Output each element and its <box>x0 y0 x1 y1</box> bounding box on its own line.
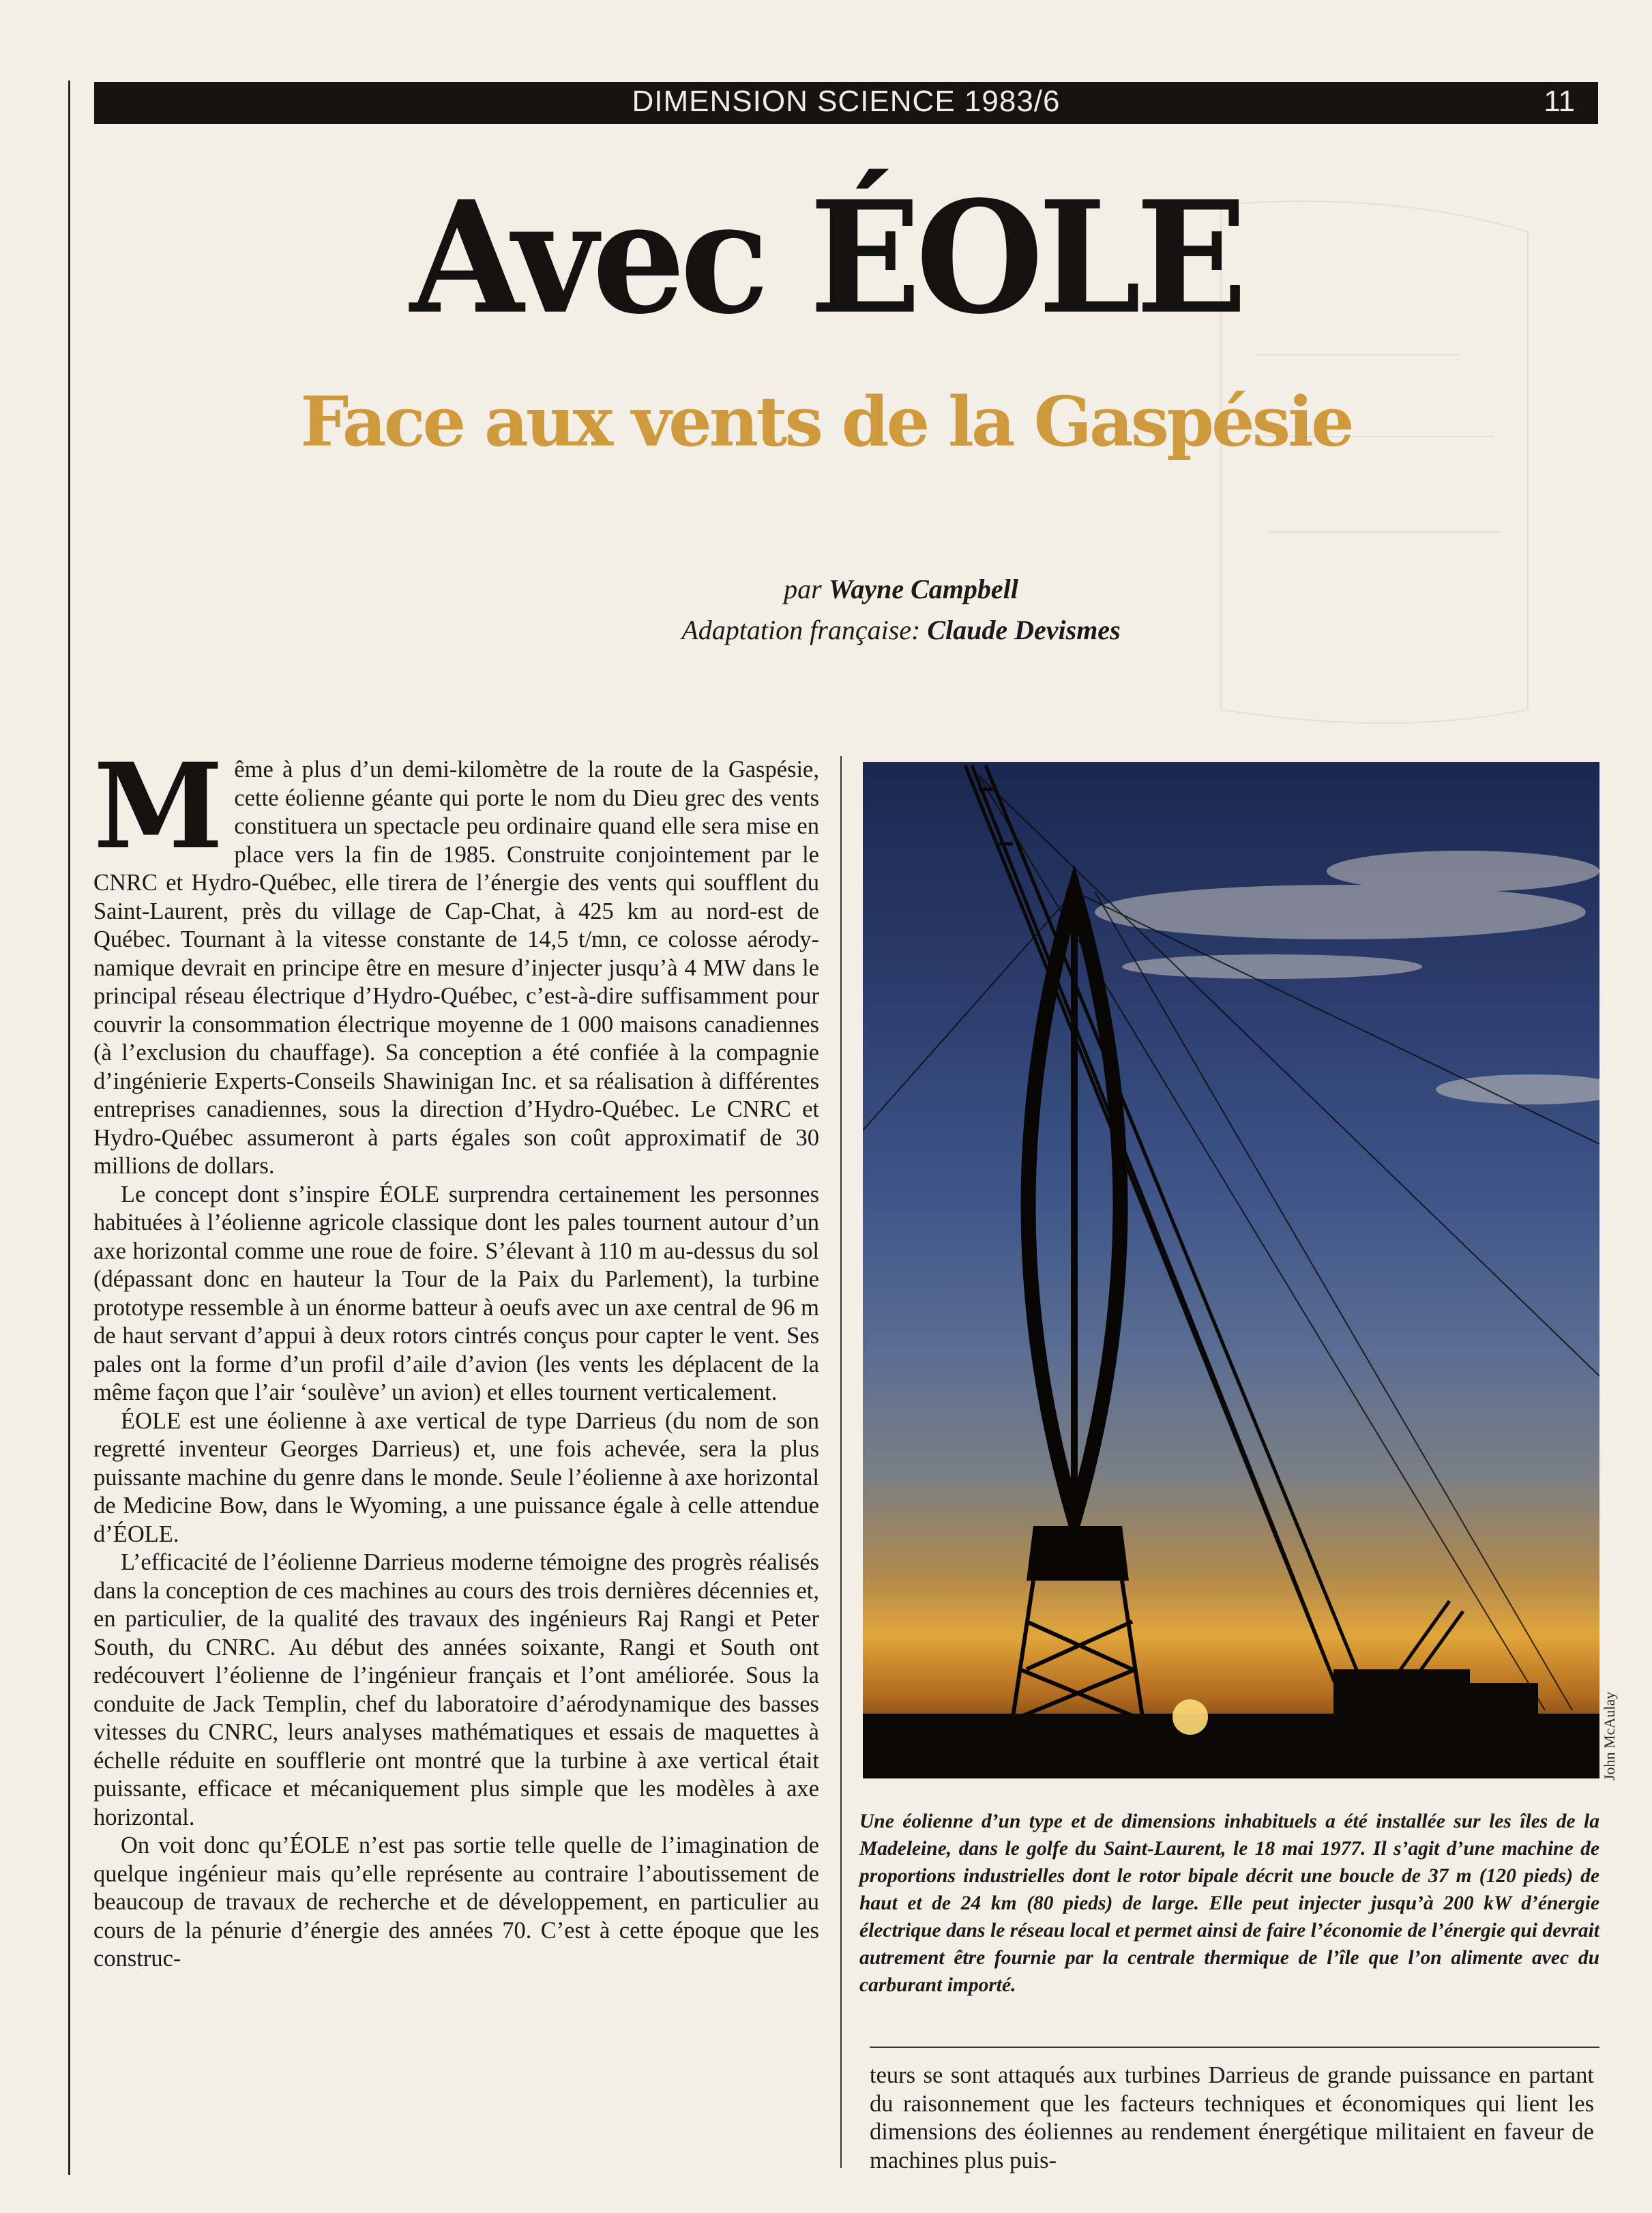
article-subtitle: Face aux vents de la Gaspésie <box>300 381 1352 462</box>
body-paragraph: ÉOLE est une éolienne à axe vertical de type Darrieus (du nom de son regretté inventeur Georges Darrieus) et, une fois achevée, sera la plus puissante machine du genre dans le monde. Seule l’éolienne à axe horizontal de Medicine Bow, dans le Wyoming, a une puissance égale à celle attendue d’ÉOLE. <box>93 1407 819 1547</box>
author-prefix: par <box>784 574 822 604</box>
body-column-right <box>870 2062 1594 2175</box>
author-line <box>0 573 1652 606</box>
body-paragraph <box>93 737 819 1181</box>
journal-title: DIMENSION SCIENCE 1983/6 <box>632 85 1061 118</box>
author-name: Wayne Campbell <box>828 574 1018 604</box>
running-header <box>94 82 1598 124</box>
drop-cap: M <box>93 737 224 875</box>
body-paragraph: teurs se sont attaqués aux turbines Darrieus de grande puissance en partant du raisonnement que les facteurs techniques et économiques qui lient les dimensions des éoliennes au rendement énergétique militaient en faveur de machines plus puis- <box>870 2062 1594 2173</box>
wind-turbine-photo <box>863 762 1599 1778</box>
photo-caption: Une éolienne d’un type et de dimensions inhabituels a été installée sur les îles de la Madeleine, dans le golfe du Saint-Laurent, le 18 mai 1977. Il s’agit d’une machine de proportions industrielles dont le rotor bipale décrit une boucle de 37 m (120 pieds) de haut et de 24 km (80 pieds) de large. Elle peut injecter jusqu’à 200 kW d’énergie électrique dans le réseau local et permet ainsi de faire l’économie de l’énergie qui devrait autrement être fournie par la centrale thermique de l’île que l’on alimente avec du carburant importé. <box>859 1811 1599 1996</box>
photo-credit <box>1601 1678 1621 1780</box>
photo-credit-text: John McAulay <box>1601 1691 1618 1780</box>
caption-rule <box>870 2047 1599 2048</box>
adaptation-prefix: Adaptation française: <box>681 615 921 645</box>
body-paragraph: L’efficacité de l’éolienne Darrieus moderne témoigne des progrès réalisés dans la conception de ces machines au cours des trois dernières décennies et, en particulier, de la qualité des travaux des ingénieurs Raj Rangi et Peter South, du CNRC. Au début des années soixante, Rangi et South ont redécouvert l’éolienne de l’ingénieur français et l’ont améliorée. Sous la conduite de Jack Templin, chef du laboratoire d’aérodynamique des basses vitesses du CNRC, leurs analyses mathématiques et essais de maquettes à échelle réduite en soufflerie ont montré que la turbine à axe vertical était puissante, efficace et mécaniquement plus simple que les modèles à axe horizontal. <box>93 1549 819 1830</box>
column-divider <box>840 756 842 2168</box>
adaptation-name: Claude Devismes <box>927 615 1121 645</box>
adaptation-line <box>0 614 1652 647</box>
turbine-silhouette <box>863 762 1599 1778</box>
paragraph-text: ême à plus d’un demi-kilomètre de la route de la Gaspésie, cette éolienne géante qui porte le nom du Dieu grec des vents constituera un spectacle peu ordinaire quand elle sera mise en place vers la fin de 1985. Construite conjointement par le CNRC et Hydro-Québec, elle tirera de l’énergie des vents qui soufflent du Saint-Laurent, près du village de Cap-Chat, à 425 km au nord-est de Québec. Tournant à la vitesse constante de 14,5 t/mn, ce colosse aérodynamique devrait en principe être en mesure d’injecter jusqu’à 4 MW dans le principal réseau électrique d’Hydro-Québec, c’est-à-dire suffisamment pour couvrir la consommation électrique moyenne de 1 000 maisons canadiennes (à l’exclusion du chauffage). Sa conception a été confiée à la compagnie d’ingénierie Experts-Conseils Shawinigan Inc. et sa réalisation à différentes entreprises canadiennes, sous la direction d’Hydro-Québec. Le CNRC et Hydro-Québec assumeront à parts égales son coût approximatif de 30 millions de dollars. <box>93 757 819 1179</box>
article-title: Avec ÉOLE <box>410 166 1242 349</box>
body-column-left <box>93 737 819 1974</box>
body-paragraph: On voit donc qu’ÉOLE n’est pas sortie telle quelle de l’imagination de quelque ingénieur mais qu’elle représente au contraire l’aboutissement de beaucoup de travaux de recherche et de développement, en particulier au cours de la pénurie d’énergie des années 70. C’est à cette époque que les construc- <box>93 1832 819 1972</box>
body-paragraph: Le concept dont s’inspire ÉOLE surprendra certainement les personnes habituées à l’éolienne agricole classique dont les pales tournent autour d’un axe horizontal comme une roue de foire. S’élevant à 110 m au-dessus du sol (dépassant donc en hauteur la Tour de la Paix du Parlement), la turbine prototype ressemble à un énorme batteur à oeufs avec un axe central de 96 m de haut servant d’appui à deux rotors cintrés conçus pour capter le vent. Ses pales ont la forme d’un profil d’aile d’avion (les vents les déplacent de la même façon que l’air ‘soulève’ un avion) et elles tournent verticalement. <box>93 1181 819 1405</box>
page-number: 11 <box>1544 85 1575 118</box>
